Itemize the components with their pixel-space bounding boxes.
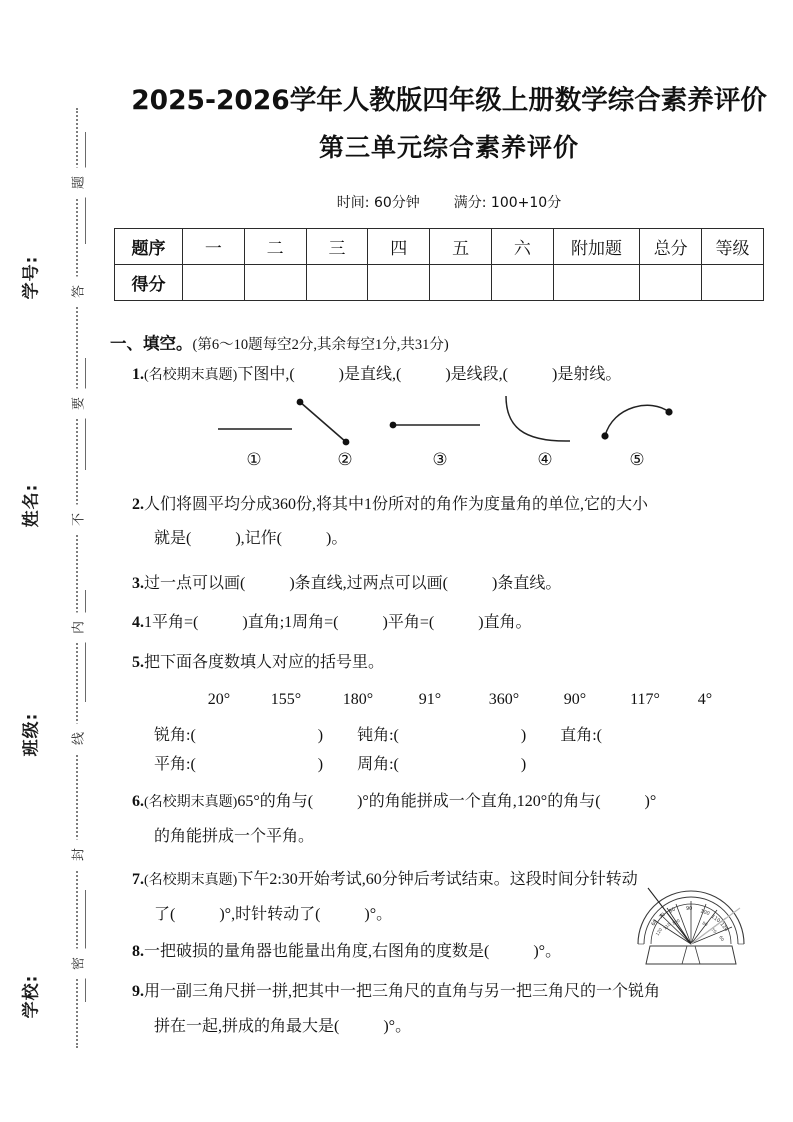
svg-text:110: 110 bbox=[709, 913, 722, 925]
seal-char-7: 密 bbox=[66, 949, 89, 979]
figure-4-svg bbox=[500, 392, 576, 448]
table-col-total: 总分 bbox=[640, 229, 702, 265]
svg-text:90: 90 bbox=[686, 906, 693, 912]
score-table bbox=[114, 228, 764, 301]
question-7-line-1 bbox=[132, 872, 638, 888]
question-7-text-c: )°。 bbox=[364, 906, 393, 923]
question-9-text-a: 拼在一起,拼成的角最大是( bbox=[154, 1018, 340, 1035]
q5-acute-close: ) bbox=[317, 727, 324, 744]
q5-round-label: 周角:( bbox=[357, 756, 399, 773]
question-8 bbox=[132, 944, 561, 960]
question-9-line-1 bbox=[132, 984, 660, 1000]
figure-label-3: ③ bbox=[432, 450, 448, 470]
score-cell-2[interactable] bbox=[244, 265, 306, 301]
question-9-text-b: )°。 bbox=[383, 1018, 412, 1035]
seal-label-school: 学校: bbox=[21, 974, 42, 1019]
seal-char-4: 内 bbox=[66, 613, 89, 643]
exam-meta bbox=[110, 192, 788, 212]
svg-text:60: 60 bbox=[718, 934, 726, 942]
question-3-text-a: 过一点可以画( bbox=[144, 575, 246, 592]
svg-text:100: 100 bbox=[671, 917, 681, 926]
seal-label-class: 班级: bbox=[21, 712, 42, 757]
figure-label-4: ④ bbox=[537, 450, 553, 470]
svg-text:70: 70 bbox=[710, 926, 718, 935]
question-2-line-1 bbox=[132, 497, 648, 513]
seal-char-0: 题 bbox=[66, 168, 89, 198]
seal-char-1: 答 bbox=[66, 277, 89, 307]
question-7-text-line1: 下午2:30开始考试,60分钟后考试结束。这段时间分针转动 bbox=[237, 871, 638, 888]
question-6-line-2 bbox=[154, 829, 314, 845]
question-5-text: 把下面各度数填人对应的括号里。 bbox=[144, 654, 385, 671]
degree-value-6: 90° bbox=[563, 691, 587, 708]
question-8-number: 8. bbox=[132, 943, 144, 960]
table-header-cell: 题序 bbox=[115, 229, 183, 265]
degree-value-7: 117° bbox=[630, 691, 660, 708]
figure-label-1: ① bbox=[246, 450, 262, 470]
q5-right-label: 直角:( bbox=[560, 727, 602, 744]
q5-acute-label: 锐角:( bbox=[154, 727, 196, 744]
question-9-line-2 bbox=[154, 1019, 411, 1035]
full-score-label: 满分: 100+10分 bbox=[453, 195, 562, 211]
section-title: 填空。 bbox=[143, 334, 193, 353]
table-row-score bbox=[115, 265, 764, 301]
question-1-text-a: 下图中,( bbox=[237, 366, 295, 383]
section-note: (第6～10题每空2分,其余每空1分,共31分) bbox=[192, 337, 449, 353]
svg-text:80: 80 bbox=[668, 906, 677, 915]
seal-char-2: 要 bbox=[66, 389, 89, 419]
svg-text:120: 120 bbox=[718, 921, 730, 933]
question-6-text-b: )°的角能拼成一个直角,120°的角与( bbox=[357, 793, 601, 810]
question-3-number: 3. bbox=[132, 575, 144, 592]
q5-obtuse-close: ) bbox=[520, 727, 527, 744]
question-4-text-c: )平角=( bbox=[382, 614, 435, 631]
question-2-text-a: 就是( bbox=[154, 530, 192, 547]
question-1-figure-group bbox=[110, 388, 788, 480]
question-5-number: 5. bbox=[132, 654, 144, 671]
figure-2-svg bbox=[288, 394, 360, 450]
question-6-number: 6. bbox=[132, 793, 144, 810]
question-1-number: 1. bbox=[132, 366, 144, 383]
question-1-text-b: )是直线,( bbox=[338, 366, 402, 383]
question-4 bbox=[132, 615, 532, 631]
question-8-text-b: )°。 bbox=[533, 943, 562, 960]
table-col-2: 二 bbox=[244, 229, 306, 265]
q5-straight-label: 平角:( bbox=[154, 756, 196, 773]
question-4-text-b: )直角;1周角=( bbox=[242, 614, 339, 631]
question-9-number: 9. bbox=[132, 983, 144, 1000]
question-1-text-c: )是线段,( bbox=[445, 366, 509, 383]
svg-text:110: 110 bbox=[662, 921, 672, 931]
question-1-text-d: )是射线。 bbox=[552, 366, 622, 383]
table-col-1: 一 bbox=[182, 229, 244, 265]
seal-char-3: 不 bbox=[66, 505, 89, 535]
question-4-number: 4. bbox=[132, 614, 144, 631]
question-2-text-line1: 人们将圆平均分成360份,将其中1份所对的角作为度量角的单位,它的大小 bbox=[144, 496, 649, 513]
degree-value-5: 360° bbox=[488, 691, 520, 708]
question-6-source: (名校期末真题) bbox=[144, 795, 238, 810]
question-7-source: (名校期末真题) bbox=[144, 873, 238, 888]
broken-protractor-icon bbox=[632, 886, 750, 968]
table-row-header bbox=[115, 229, 764, 265]
figure-label-2: ② bbox=[337, 450, 353, 470]
seal-label-name: 姓名: bbox=[21, 483, 42, 528]
question-6-text-c: )° bbox=[644, 793, 657, 810]
svg-text:70: 70 bbox=[658, 911, 667, 921]
degree-value-4: 91° bbox=[418, 691, 442, 708]
seal-char-6: 封 bbox=[66, 840, 89, 870]
question-5-answer-row-2 bbox=[154, 757, 526, 773]
question-1 bbox=[132, 367, 621, 383]
svg-text:100: 100 bbox=[699, 908, 711, 918]
question-5-degree-list bbox=[188, 691, 728, 709]
score-cell-4[interactable] bbox=[368, 265, 430, 301]
table-header-cell-score: 得分 bbox=[115, 265, 183, 301]
score-cell-bonus[interactable] bbox=[553, 265, 640, 301]
question-5 bbox=[132, 655, 384, 671]
time-label: 时间: 60分钟 bbox=[336, 195, 420, 211]
seal-rule-4 bbox=[85, 890, 86, 1002]
table-col-grade: 等级 bbox=[702, 229, 764, 265]
question-6-text-a: 65°的角与( bbox=[237, 793, 314, 810]
svg-text:120: 120 bbox=[654, 927, 664, 937]
table-col-5: 五 bbox=[430, 229, 492, 265]
section-heading-fill-blank bbox=[110, 330, 449, 354]
svg-text:60: 60 bbox=[650, 918, 659, 927]
question-7-line-2 bbox=[154, 907, 392, 923]
degree-value-2: 155° bbox=[270, 691, 302, 708]
question-6-text-line2: 的角能拼成一个平角。 bbox=[154, 828, 315, 845]
score-cell-3[interactable] bbox=[306, 265, 368, 301]
table-col-4: 四 bbox=[368, 229, 430, 265]
seal-dashed-line bbox=[76, 108, 78, 1048]
degree-value-8: 4° bbox=[697, 691, 713, 708]
score-cell-total[interactable] bbox=[640, 265, 702, 301]
question-7-number: 7. bbox=[132, 871, 144, 888]
seal-label-student-id: 学号: bbox=[21, 255, 42, 300]
table-col-6: 六 bbox=[491, 229, 553, 265]
degree-value-1: 20° bbox=[207, 691, 231, 708]
seal-rule-3 bbox=[85, 590, 86, 702]
figure-1-line bbox=[218, 428, 292, 430]
score-cell-5[interactable] bbox=[430, 265, 492, 301]
page-subtitle: 第三单元综合素养评价 bbox=[318, 133, 579, 162]
question-3 bbox=[132, 576, 561, 592]
figure-label-5: ⑤ bbox=[629, 450, 645, 470]
question-6-line-1 bbox=[132, 794, 656, 810]
table-col-bonus: 附加题 bbox=[553, 229, 640, 265]
section-index: 一、 bbox=[110, 334, 143, 353]
question-2-text-c: )。 bbox=[326, 530, 348, 547]
question-4-text-d: )直角。 bbox=[478, 614, 532, 631]
q5-round-close: ) bbox=[520, 756, 527, 773]
q5-straight-close: ) bbox=[317, 756, 324, 773]
question-2-line-2 bbox=[154, 531, 347, 547]
score-cell-6[interactable] bbox=[491, 265, 553, 301]
question-7-text-b: )°,时针转动了( bbox=[219, 906, 321, 923]
question-7-text-a: 了( bbox=[154, 906, 176, 923]
sealing-margin bbox=[0, 0, 110, 1122]
svg-text:80: 80 bbox=[701, 920, 709, 928]
score-cell-1[interactable] bbox=[182, 265, 244, 301]
question-9-text-line1: 用一副三角尺拼一拼,把其中一把三角尺的直角与另一把三角尺的一个锐角 bbox=[144, 983, 661, 1000]
question-3-text-b: )条直线,过两点可以画( bbox=[289, 575, 449, 592]
question-2-text-b: ),记作( bbox=[235, 530, 283, 547]
degree-value-3: 180° bbox=[342, 691, 374, 708]
table-col-3: 三 bbox=[306, 229, 368, 265]
question-5-answer-row-1 bbox=[154, 728, 602, 744]
q5-obtuse-label: 钝角:( bbox=[357, 727, 399, 744]
question-1-source: (名校期末真题) bbox=[144, 368, 238, 383]
question-3-text-c: )条直线。 bbox=[492, 575, 562, 592]
page-title: 2025-2026学年人教版四年级上册数学综合素养评价 bbox=[131, 85, 767, 116]
figure-3-svg bbox=[388, 414, 484, 436]
seal-char-5: 线 bbox=[66, 724, 89, 754]
question-8-text-a: 一把破损的量角器也能量出角度,右图角的度数是( bbox=[144, 943, 490, 960]
question-4-text-a: 1平角=( bbox=[144, 614, 199, 631]
score-cell-grade[interactable] bbox=[702, 265, 764, 301]
question-2-number: 2. bbox=[132, 496, 144, 513]
figure-5-svg bbox=[595, 394, 679, 446]
